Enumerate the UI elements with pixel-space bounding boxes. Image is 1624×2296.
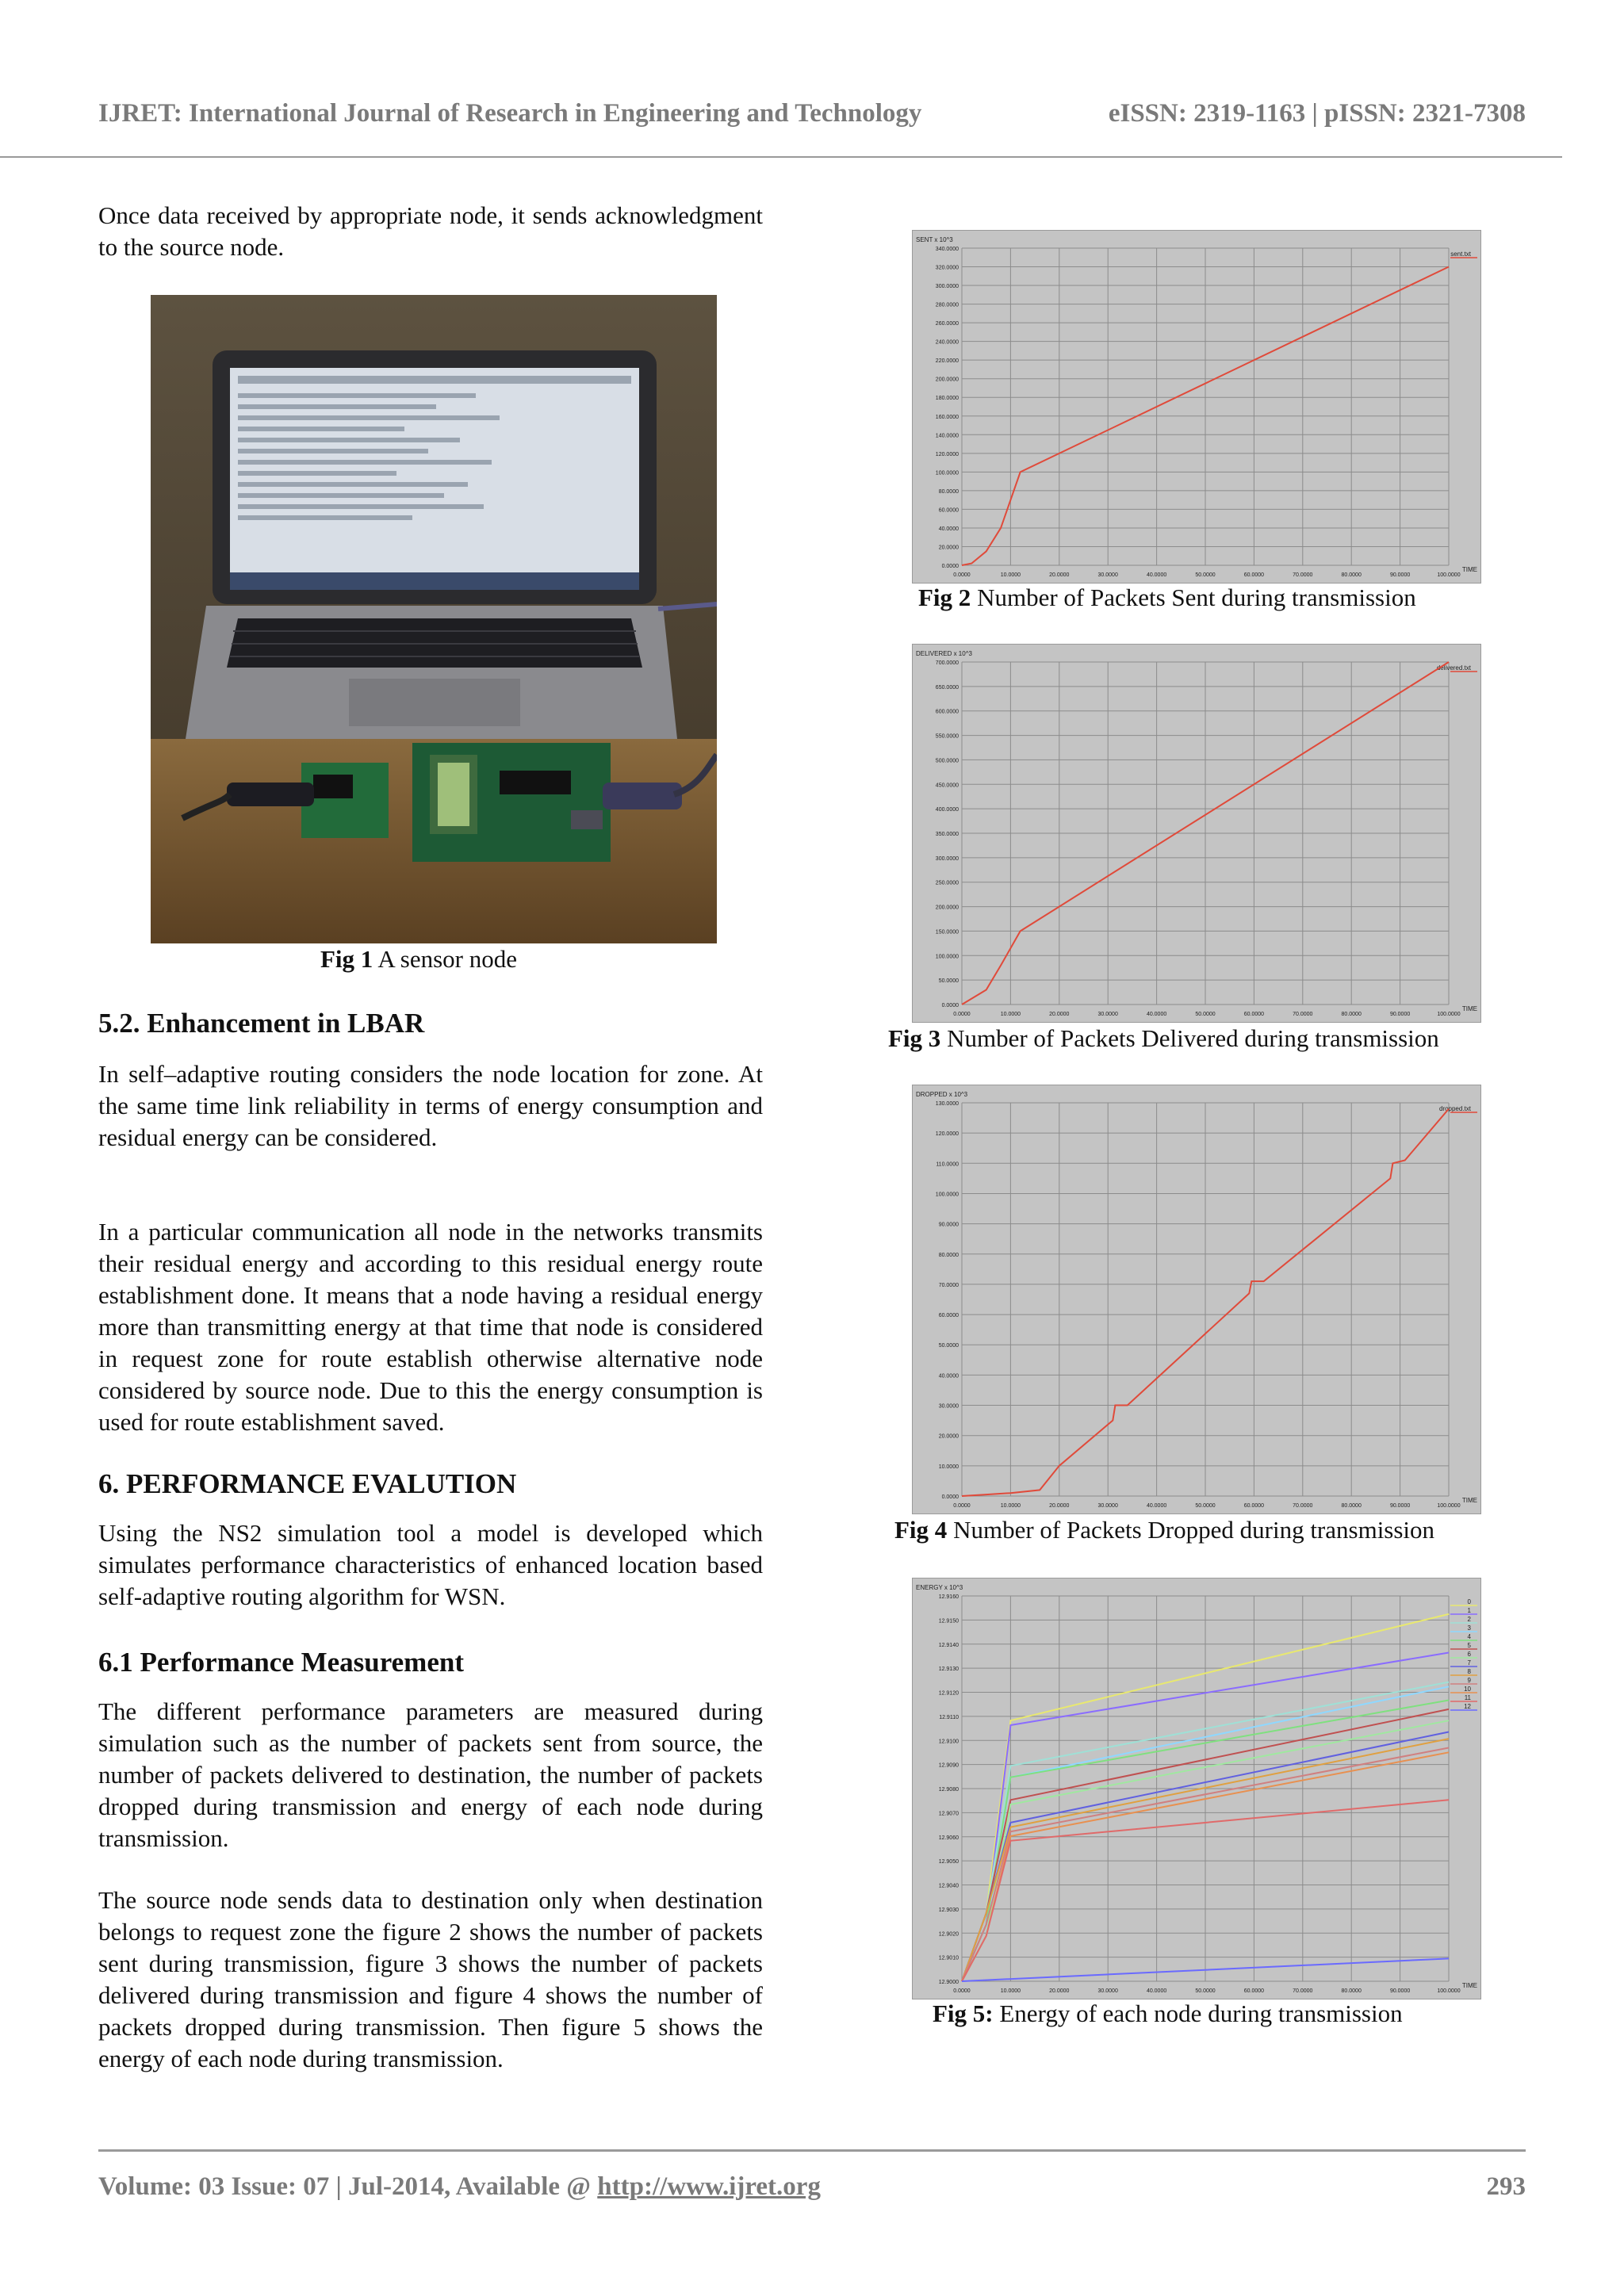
footer-divider: [98, 2149, 1526, 2152]
y-tick-label: 70.0000: [938, 1282, 959, 1288]
y-tick-label: 180.0000: [935, 396, 959, 402]
x-tick-label: 90.0000: [1389, 1503, 1411, 1509]
fig2-chart-svg: [913, 231, 1480, 583]
x-tick-label: 0.0000: [953, 1988, 971, 1994]
x-tick-label: 100.0000: [1437, 1012, 1461, 1017]
y-tick-label: 0.0000: [941, 564, 959, 569]
x-tick-label: 10.0000: [1000, 1012, 1021, 1017]
footer-volume-text: Volume: 03 Issue: 07 | Jul-2014, Available @: [98, 2172, 598, 2201]
x-tick-label: 70.0000: [1293, 1503, 1313, 1509]
y-tick-label: 450.0000: [935, 783, 959, 789]
y-tick-label: 12.9130: [938, 1667, 959, 1673]
y-tick-label: 10.0000: [938, 1464, 959, 1470]
y-tick-label: 220.0000: [935, 358, 959, 365]
fig4-caption: [894, 1516, 1434, 1544]
fig1-caption-text: A sensor node: [377, 945, 518, 973]
y-tick-label: 12.9100: [938, 1739, 959, 1745]
y-tick-label: 40.0000: [938, 1373, 959, 1380]
paragraph-intro: Once data received by appropriate node, it sends acknowledgment to the source node.: [98, 201, 763, 261]
legend-label: 0: [1467, 1598, 1471, 1605]
x-tick-label: 30.0000: [1097, 1988, 1118, 1994]
fig1-label: Fig 1: [320, 945, 373, 973]
y-tick-label: 120.0000: [935, 1131, 959, 1138]
footer-url-link[interactable]: http://www.ijret.org: [597, 2172, 821, 2201]
y-tick-label: 100.0000: [935, 1192, 959, 1198]
y-tick-label: 160.0000: [935, 414, 959, 420]
paragraph-5-2-b: In a particular communication all node in the networks transmits their residual energy and according to this residual energy route establishment done. It means that a node having a residual energy more than transmitting energy at that time that node is considered in request zone for route establish otherwise alternative node considered by source node. Due to this the energy consumption is used for route establishment saved.: [98, 1218, 763, 1436]
legend-label: 1: [1467, 1607, 1471, 1614]
y-tick-label: 12.9090: [938, 1762, 959, 1769]
y-tick-label: 80.0000: [938, 488, 959, 495]
fig4-label: Fig 4: [894, 1516, 948, 1544]
x-tick-label: 100.0000: [1437, 1503, 1461, 1509]
legend-label: 5: [1467, 1642, 1471, 1649]
x-tick-label: 0.0000: [953, 1503, 971, 1509]
x-tick-label: 30.0000: [1097, 1012, 1118, 1017]
x-tick-label: 70.0000: [1293, 1988, 1313, 1994]
y-tick-label: 0.0000: [941, 1494, 959, 1500]
x-tick-label: 20.0000: [1049, 572, 1070, 578]
y-tick-label: 12.9120: [938, 1690, 959, 1697]
x-tick-label: 80.0000: [1341, 572, 1362, 578]
x-tick-label: 30.0000: [1097, 1503, 1118, 1509]
y-tick-label: 110.0000: [936, 1161, 959, 1168]
legend-label: 3: [1467, 1624, 1471, 1632]
x-tick-label: 50.0000: [1195, 572, 1216, 578]
legend-label: dropped.txt: [1438, 1105, 1471, 1112]
y-tick-label: 12.9030: [938, 1907, 959, 1913]
y-axis-label: DELIVERED x 10^3: [916, 650, 972, 657]
section-heading-6-1: 6.1 Performance Measurement: [98, 1647, 464, 1678]
y-tick-label: 100.0000: [935, 470, 959, 476]
x-tick-label: 40.0000: [1146, 1503, 1167, 1509]
issn: eISSN: 2319-1163 | pISSN: 2321-7308: [1108, 98, 1526, 128]
x-axis-label: TIME: [1461, 1005, 1477, 1012]
y-tick-label: 700.0000: [935, 660, 959, 666]
fig3-chart: [912, 644, 1481, 1023]
y-axis-label: DROPPED x 10^3: [916, 1091, 968, 1098]
y-tick-label: 12.9020: [938, 1931, 959, 1938]
y-tick-label: 12.9040: [938, 1883, 959, 1889]
x-tick-label: 50.0000: [1195, 1012, 1216, 1017]
fig5-caption: [933, 1999, 1403, 2028]
fig1-caption: [320, 945, 517, 974]
x-tick-label: 90.0000: [1389, 572, 1411, 578]
y-tick-label: 400.0000: [935, 807, 959, 813]
page-number: 293: [1486, 2172, 1526, 2201]
x-tick-label: 80.0000: [1341, 1012, 1362, 1017]
x-tick-label: 40.0000: [1146, 1988, 1167, 1994]
y-tick-label: 120.0000: [935, 451, 959, 457]
x-axis-label: TIME: [1461, 1497, 1477, 1504]
y-tick-label: 12.9050: [938, 1859, 959, 1866]
x-tick-label: 20.0000: [1049, 1503, 1070, 1509]
y-tick-label: 500.0000: [935, 758, 959, 764]
x-tick-label: 20.0000: [1049, 1012, 1070, 1017]
x-tick-label: 80.0000: [1341, 1503, 1362, 1509]
x-tick-label: 20.0000: [1049, 1988, 1070, 1994]
x-tick-label: 90.0000: [1389, 1988, 1411, 1994]
y-tick-label: 12.9150: [938, 1618, 959, 1624]
x-tick-label: 70.0000: [1293, 1012, 1313, 1017]
legend-label: sent.txt: [1450, 251, 1471, 258]
legend-label: 11: [1464, 1694, 1471, 1701]
x-tick-label: 60.0000: [1243, 572, 1265, 578]
x-tick-label: 60.0000: [1243, 1503, 1265, 1509]
legend-label: 4: [1467, 1633, 1471, 1640]
y-axis-label: ENERGY x 10^3: [916, 1584, 963, 1591]
fig3-label: Fig 3: [888, 1024, 941, 1052]
y-tick-label: 50.0000: [938, 978, 959, 985]
running-header: [98, 94, 1526, 133]
y-tick-label: 20.0000: [938, 545, 959, 551]
y-tick-label: 0.0000: [941, 1003, 959, 1008]
legend-label: 8: [1467, 1668, 1471, 1675]
y-tick-label: 130.0000: [935, 1101, 959, 1107]
y-tick-label: 320.0000: [935, 265, 959, 271]
x-tick-label: 90.0000: [1389, 1012, 1411, 1017]
y-tick-label: 50.0000: [938, 1343, 959, 1349]
fig4-chart: [912, 1085, 1481, 1514]
fig2-chart: [912, 230, 1481, 584]
x-tick-label: 50.0000: [1195, 1988, 1216, 1994]
x-tick-label: 0.0000: [953, 572, 971, 578]
x-tick-label: 0.0000: [953, 1012, 971, 1017]
y-tick-label: 12.9060: [938, 1835, 959, 1841]
legend-label: 7: [1467, 1659, 1471, 1667]
running-footer: [98, 2168, 1526, 2205]
y-tick-label: 12.9110: [939, 1714, 959, 1720]
y-tick-label: 60.0000: [938, 507, 959, 514]
legend-label: 10: [1464, 1686, 1471, 1693]
fig4-chart-svg: [913, 1085, 1480, 1513]
header-divider: [0, 156, 1562, 158]
y-tick-label: 40.0000: [938, 526, 959, 532]
y-tick-label: 350.0000: [935, 832, 959, 837]
fig2-label: Fig 2: [918, 584, 971, 611]
x-tick-label: 100.0000: [1437, 572, 1461, 578]
y-tick-label: 300.0000: [935, 284, 959, 290]
fig3-caption-text: Number of Packets Delivered during transmission: [947, 1024, 1439, 1052]
section-heading-5-2: 5.2. Enhancement in LBAR: [98, 1008, 425, 1039]
paragraph-6: Using the NS2 simulation tool a model is developed which simulates performance characteristics of enhanced location based self-adaptive routing algorithm for WSN.: [98, 1519, 763, 1610]
x-tick-label: 40.0000: [1146, 1012, 1167, 1017]
fig5-chart: [912, 1578, 1481, 1999]
x-tick-label: 70.0000: [1293, 572, 1313, 578]
footer-volume: [98, 2172, 821, 2202]
y-tick-label: 300.0000: [935, 855, 959, 862]
y-tick-label: 200.0000: [935, 905, 959, 911]
x-tick-label: 80.0000: [1341, 1988, 1362, 1994]
legend-label: 9: [1467, 1677, 1471, 1684]
y-tick-label: 340.0000: [935, 247, 959, 252]
y-tick-label: 200.0000: [935, 377, 959, 383]
y-tick-label: 140.0000: [935, 433, 959, 439]
x-axis-label: TIME: [1461, 1982, 1477, 1989]
x-tick-label: 60.0000: [1243, 1012, 1265, 1017]
y-tick-label: 90.0000: [938, 1222, 959, 1228]
x-tick-label: 50.0000: [1195, 1503, 1216, 1509]
paragraph-5-2-a: In self–adaptive routing considers the node location for zone. At the same time link reliability in terms of energy consumption and residual energy can be considered.: [98, 1060, 763, 1151]
fig3-chart-svg: [913, 645, 1480, 1022]
y-tick-label: 12.9140: [938, 1642, 959, 1648]
paragraph-6-1-a: The different performance parameters are measured during simulation such as the number of packets sent from source, the number of packets delivered to destination, the number of packets dropped during transmission and energy of each node during transmission.: [98, 1697, 763, 1852]
journal-title: IJRET: International Journal of Research in Engineering and Technology: [98, 98, 922, 128]
y-tick-label: 250.0000: [935, 880, 959, 886]
y-tick-label: 30.0000: [938, 1403, 959, 1410]
y-axis-label: SENT x 10^3: [916, 236, 953, 243]
fig2-caption-text: Number of Packets Sent during transmission: [977, 584, 1416, 611]
x-tick-label: 40.0000: [1146, 572, 1167, 578]
y-tick-label: 20.0000: [938, 1433, 959, 1440]
y-tick-label: 12.9080: [938, 1787, 959, 1793]
paragraph-6-1-b: The source node sends data to destination only when destination belongs to request zone the figure 2 shows the number of packets sent during transmission, figure 3 shows the number of packets delivered during transmission and figure 4 shows the number of packets dropped during transmission. Then figure 5 shows the energy of each node during transmission.: [98, 1886, 763, 2072]
y-tick-label: 12.9070: [938, 1811, 959, 1817]
y-tick-label: 150.0000: [935, 929, 959, 936]
y-tick-label: 650.0000: [935, 684, 959, 691]
y-tick-label: 60.0000: [938, 1313, 959, 1319]
x-tick-label: 10.0000: [1000, 1503, 1021, 1509]
fig3-caption: [888, 1024, 1439, 1053]
fig2-caption: [918, 584, 1416, 612]
y-tick-label: 550.0000: [935, 733, 959, 740]
y-tick-label: 12.9160: [938, 1594, 959, 1600]
fig5-caption-text: Energy of each node during transmission: [999, 1999, 1403, 2027]
y-tick-label: 100.0000: [935, 954, 959, 960]
fig5-chart-svg: [913, 1578, 1480, 1999]
x-tick-label: 10.0000: [1000, 1988, 1021, 1994]
fig5-label: Fig 5:: [933, 1999, 994, 2027]
x-tick-label: 60.0000: [1243, 1988, 1265, 1994]
fig4-caption-text: Number of Packets Dropped during transmission: [953, 1516, 1435, 1544]
x-axis-label: TIME: [1461, 566, 1477, 573]
x-tick-label: 30.0000: [1097, 572, 1118, 578]
legend-label: 6: [1467, 1651, 1471, 1658]
y-tick-label: 12.9010: [938, 1955, 959, 1961]
x-tick-label: 100.0000: [1437, 1988, 1461, 1994]
legend-label: 12: [1464, 1703, 1471, 1710]
y-tick-label: 240.0000: [935, 339, 959, 346]
y-tick-label: 280.0000: [935, 302, 959, 308]
y-tick-label: 600.0000: [935, 709, 959, 715]
y-tick-label: 260.0000: [935, 321, 959, 327]
y-tick-label: 12.9000: [938, 1980, 959, 1985]
legend-label: delivered.txt: [1436, 664, 1471, 672]
x-tick-label: 10.0000: [1000, 572, 1021, 578]
sensor-node-photo: [151, 295, 717, 943]
legend-label: 2: [1467, 1616, 1471, 1623]
y-tick-label: 80.0000: [938, 1252, 959, 1258]
section-heading-6: 6. PERFORMANCE EVALUTION: [98, 1468, 517, 1499]
